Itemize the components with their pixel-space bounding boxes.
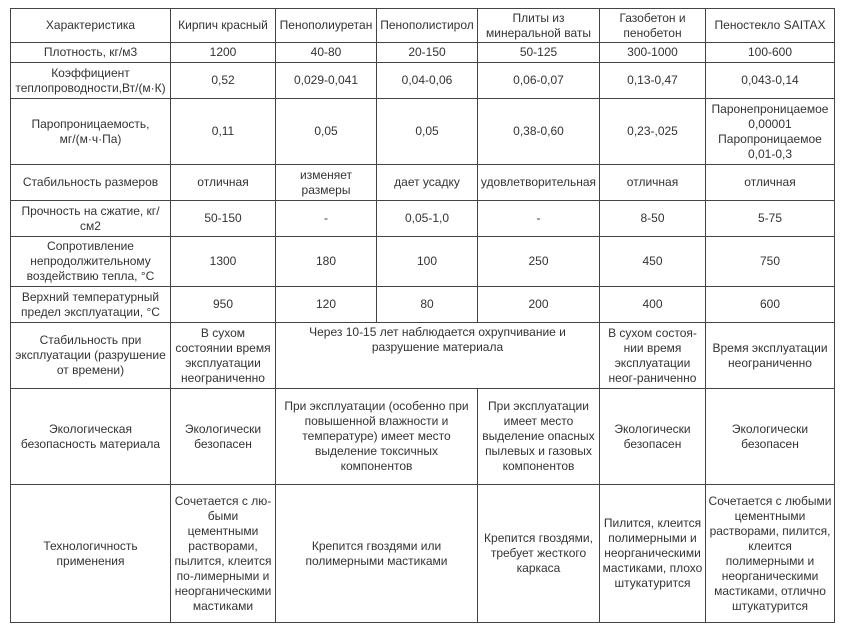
cell-brick: 0,52 xyxy=(171,63,276,99)
cell-foamglass: 750 xyxy=(706,237,835,287)
cell-merged-foams: При эксплуатации (особенно при повышенной влажности и температуре) имеет место выделение токсичных компонентов xyxy=(276,389,478,485)
cell-mineral-wool: 250 xyxy=(478,237,600,287)
header-characteristic: Характеристика xyxy=(11,9,171,43)
header-row xyxy=(11,9,835,43)
cell-gasbeton: В сухом состоя-нии время эксплуатации неог-раниченно xyxy=(600,323,706,389)
cell-brick: 950 xyxy=(171,287,276,323)
row-label: Прочность на сжатие, кг/см2 xyxy=(11,201,171,237)
row-label: Коэффициент теплопроводности,Вт/(м·К) xyxy=(11,63,171,99)
cell-brick: 0,11 xyxy=(171,99,276,165)
cell-gasbeton: 8-50 xyxy=(600,201,706,237)
row-technology xyxy=(11,485,835,623)
cell-polyurethane: изменяет размеры xyxy=(276,165,377,201)
cell-mineral-wool: 50-125 xyxy=(478,43,600,63)
cell-mineral-wool: - xyxy=(478,201,600,237)
cell-brick: 1200 xyxy=(171,43,276,63)
cell-polystyrene: 0,04-0,06 xyxy=(377,63,478,99)
cell-foamglass: 5-75 xyxy=(706,201,835,237)
cell-foamglass: Время эксплуатации неограниченно xyxy=(706,323,835,389)
cell-gasbeton: Пилится, клеится полимерными и неорганическими мастиками, плохо штукатурится xyxy=(600,485,706,623)
cell-polyurethane: 40-80 xyxy=(276,43,377,63)
row-dimensional-stability xyxy=(11,165,835,201)
cell-foamglass: 100-600 xyxy=(706,43,835,63)
cell-polyurethane: 120 xyxy=(276,287,377,323)
row-label: Плотность, кг/м3 xyxy=(11,43,171,63)
cell-gasbeton: 300-1000 xyxy=(600,43,706,63)
cell-gasbeton: 0,13-0,47 xyxy=(600,63,706,99)
row-density xyxy=(11,43,835,63)
header-polystyrene: Пенополистирол xyxy=(377,9,478,43)
header-polyurethane: Пенополиуретан xyxy=(276,9,377,43)
cell-brick: В сухом состоянии время эксплуатации неограниченно xyxy=(171,323,276,389)
cell-polystyrene: 100 xyxy=(377,237,478,287)
cell-polyurethane: 0,05 xyxy=(276,99,377,165)
row-label: Стабильность при эксплуатации (разрушение от времени) xyxy=(11,323,171,389)
cell-merged-foams-mineral: Через 10-15 лет наблюдается охрупчивание и разрушение материала xyxy=(276,323,600,389)
cell-merged-foams: Крепится гвоздями или полимерными мастиками xyxy=(276,485,478,623)
cell-polystyrene: дает усадку xyxy=(377,165,478,201)
cell-brick: Экологически безопасен xyxy=(171,389,276,485)
row-ecology xyxy=(11,389,835,485)
cell-gasbeton: Экологически безопасен xyxy=(600,389,706,485)
cell-gasbeton: 450 xyxy=(600,237,706,287)
cell-polyurethane: 0,029-0,041 xyxy=(276,63,377,99)
comparison-table-container xyxy=(10,8,835,623)
row-service-stability xyxy=(11,323,835,389)
cell-polystyrene: 0,05 xyxy=(377,99,478,165)
cell-mineral-wool: удовлетворительная xyxy=(478,165,600,201)
row-label: Сопротивление непродолжительному воздействию тепла, °С xyxy=(11,237,171,287)
cell-brick: Сочетается с лю-быми цементными растворами, пылится, клеится по-лимерными и неорганическими мастиками xyxy=(171,485,276,623)
row-compressive-strength xyxy=(11,201,835,237)
cell-foamglass: 0,043-0,14 xyxy=(706,63,835,99)
cell-gasbeton: 400 xyxy=(600,287,706,323)
cell-foamglass: Паронепроницаемое 0,00001 Паропроницаемое 0,01-0,3 xyxy=(706,99,835,165)
insulation-comparison-table xyxy=(10,8,835,623)
row-label: Стабильность размеров xyxy=(11,165,171,201)
cell-polystyrene: 80 xyxy=(377,287,478,323)
cell-mineral-wool: 200 xyxy=(478,287,600,323)
cell-mineral-wool: 0,38-0,60 xyxy=(478,99,600,165)
cell-foamglass: 600 xyxy=(706,287,835,323)
cell-polyurethane: - xyxy=(276,201,377,237)
row-max-temperature xyxy=(11,287,835,323)
cell-foamglass: Сочетается с любыми цементными растворами, пилится, клеится полимерными и неорганическими мастиками, отлично штукатурится xyxy=(706,485,835,623)
cell-mineral-wool: При эксплуатации имеет место выделение опасных пылевых и газовых компонентов xyxy=(478,389,600,485)
cell-polyurethane: 180 xyxy=(276,237,377,287)
row-label: Паропроницаемость, мг/(м·ч·Па) xyxy=(11,99,171,165)
header-mineral-wool: Плиты из минеральной ваты xyxy=(478,9,600,43)
cell-polystyrene: 0,05-1,0 xyxy=(377,201,478,237)
row-label: Экологическая безопасность материала xyxy=(11,389,171,485)
header-gasbeton: Газобетон и пенобетон xyxy=(600,9,706,43)
cell-gasbeton: 0,23-,025 xyxy=(600,99,706,165)
row-label: Технологичность применения xyxy=(11,485,171,623)
cell-foamglass: Экологически безопасен xyxy=(706,389,835,485)
row-heat-resistance xyxy=(11,237,835,287)
cell-polystyrene: 20-150 xyxy=(377,43,478,63)
cell-brick: 1300 xyxy=(171,237,276,287)
cell-mineral-wool: Крепится гвоздями, требует жесткого каркаса xyxy=(478,485,600,623)
row-conductivity xyxy=(11,63,835,99)
cell-mineral-wool: 0,06-0,07 xyxy=(478,63,600,99)
row-label: Верхний температурный предел эксплуатации, °С xyxy=(11,287,171,323)
row-permeability xyxy=(11,99,835,165)
cell-brick: 50-150 xyxy=(171,201,276,237)
cell-foamglass: отличная xyxy=(706,165,835,201)
cell-brick: отличная xyxy=(171,165,276,201)
header-foamglass: Пеностекло SAITAX xyxy=(706,9,835,43)
header-brick: Кирпич красный xyxy=(171,9,276,43)
cell-gasbeton: отличная xyxy=(600,165,706,201)
